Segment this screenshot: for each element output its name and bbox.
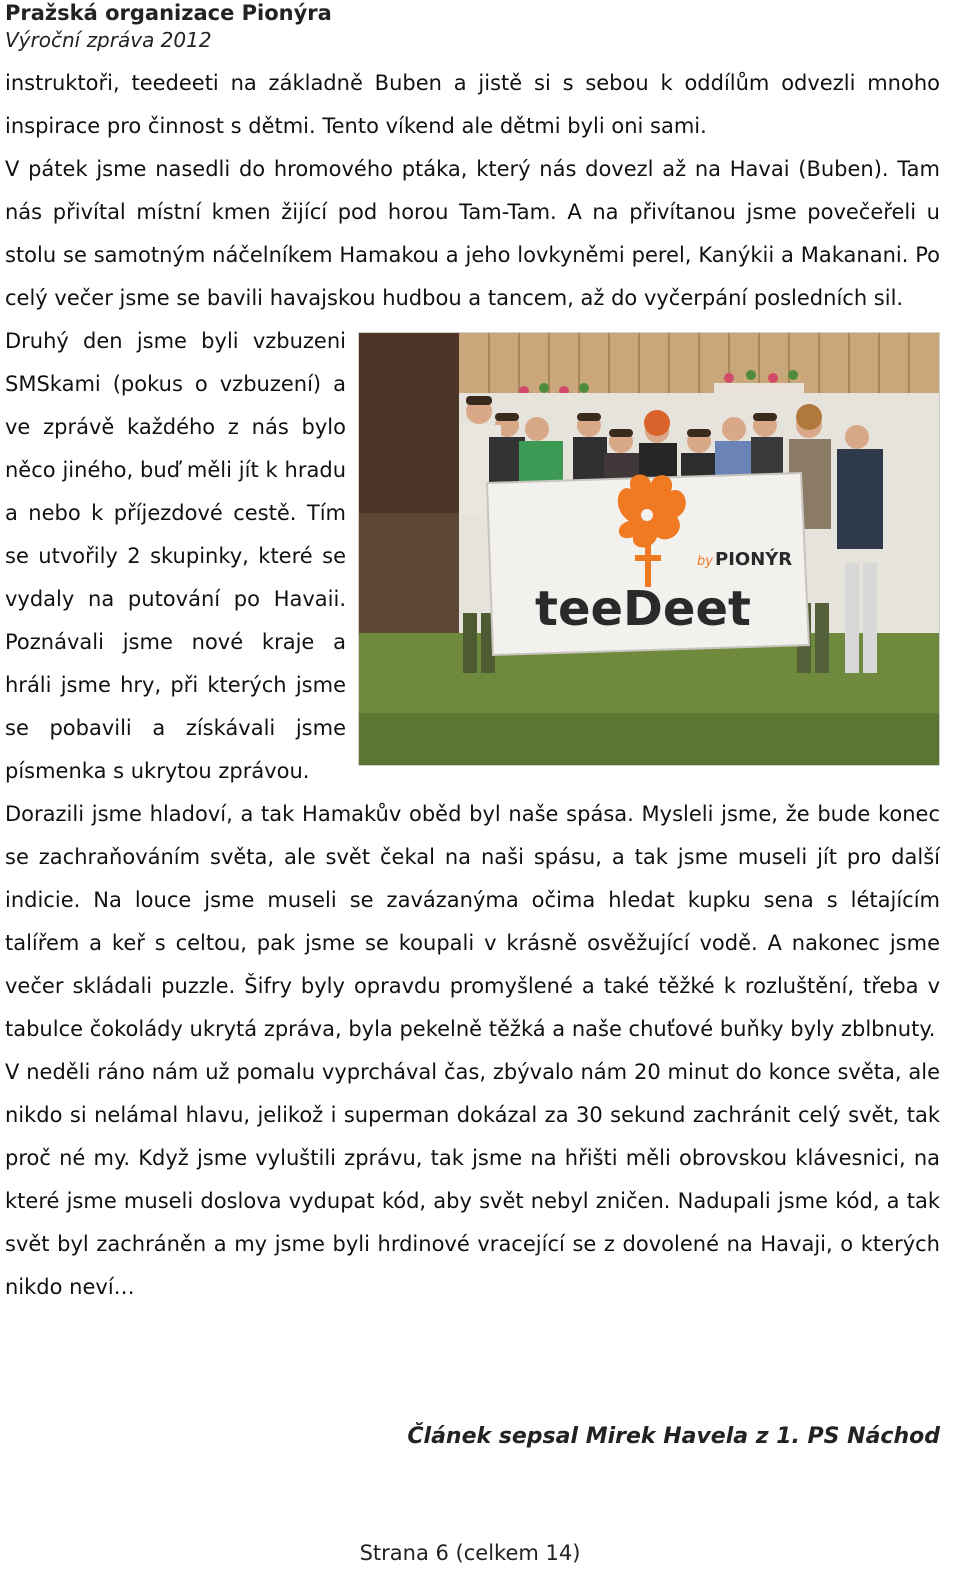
paragraph-3: Druhý den jsme byli vzbuzeni SMSkami (pokus o vzbuzení) a ve zprávě každého z nás bylo něco jiného, buď měli jít k hradu a nebo k příjezdové cestě. Tím se utvořily 2 skupinky, které se vydaly na putování po Havaii. Poznávali jsme nové kraje a hráli jsme hry, při kterých jsme se pobavili a získávali jsme písmenka s ukrytou zprávou.: [5, 329, 346, 783]
report-title: Výroční zpráva 2012: [5, 28, 212, 52]
banner-brand-text: PIONÝR: [715, 549, 793, 570]
article-body: [5, 62, 940, 1309]
page-number: Strana 6 (celkem 14): [359, 1541, 581, 1565]
photo-illustration: [359, 333, 939, 765]
paragraph-1: instruktoři, teedeeti na základně Buben a jistě si s sebou k oddílům odvezli mnoho inspirace pro činnost s dětmi. Tento víkend ale dětmi byli oni sami.: [5, 71, 940, 138]
organization-name: Pražská organizace Pionýra: [5, 1, 332, 25]
banner-by-text: by: [697, 554, 713, 569]
paragraph-2: V pátek jsme nasedli do hromového ptáka, který nás dovezl až na Havai (Buben). Tam nás přivítal místní kmen žijící pod horou Tam-Tam. A na přivítanou jsme povečeřeli u stolu se samotným náčelníkem Hamakou a jeho lovkyněmi perel, Kanýkii a Makanani. Po celý večer jsme se bavili havajskou hudbou a tancem, až do vyčerpání posledních sil.: [5, 157, 940, 310]
paragraph-5: V neděli ráno nám už pomalu vyprchával čas, zbývalo nám 20 minut do konce světa, ale nikdo si nelámal hlavu, jelikož i superman dokázal za 30 sekund zachránit celý svět, tak proč né my. Když jsme vyluštili zprávu, tak jsme na hřišti měli obrovskou klávesnici, na které jsme museli doslova vydupat kód, aby svět nebyl zničen. Nadupali jsme kód, a tak svět byl zachráněn a my jsme byli hrdinové vracející se z dovolené na Havaji, o kterých nikdo neví…: [5, 1060, 940, 1299]
banner-main-text: teeDeet: [535, 581, 751, 637]
paragraph-4: Dorazili jsme hladoví, a tak Hamakův oběd byl naše spása. Mysleli jsme, že bude konec se zachraňováním světa, ale svět čekal na naši spásu, a tak jsme museli jít pro další indicie. Na louce jsme museli se zavázanýma očima hledat kupku sena s létajícím talířem a keř s celtou, pak jsme se koupali v krásně osvěžující vodě. A nakonec jsme večer skládali puzzle. Šifry byly opravdu promyšlené a také těžké k rozluštění, třeba v tabulce čokolády ukrytá zpráva, byla pekelně těžká a naše chuťové buňky byly zblbnuty.: [5, 802, 940, 1041]
group-photo: [358, 332, 940, 766]
article-signature: Článek sepsal Mirek Havela z 1. PS Náchod: [407, 1424, 940, 1449]
page-header: [5, 0, 905, 54]
